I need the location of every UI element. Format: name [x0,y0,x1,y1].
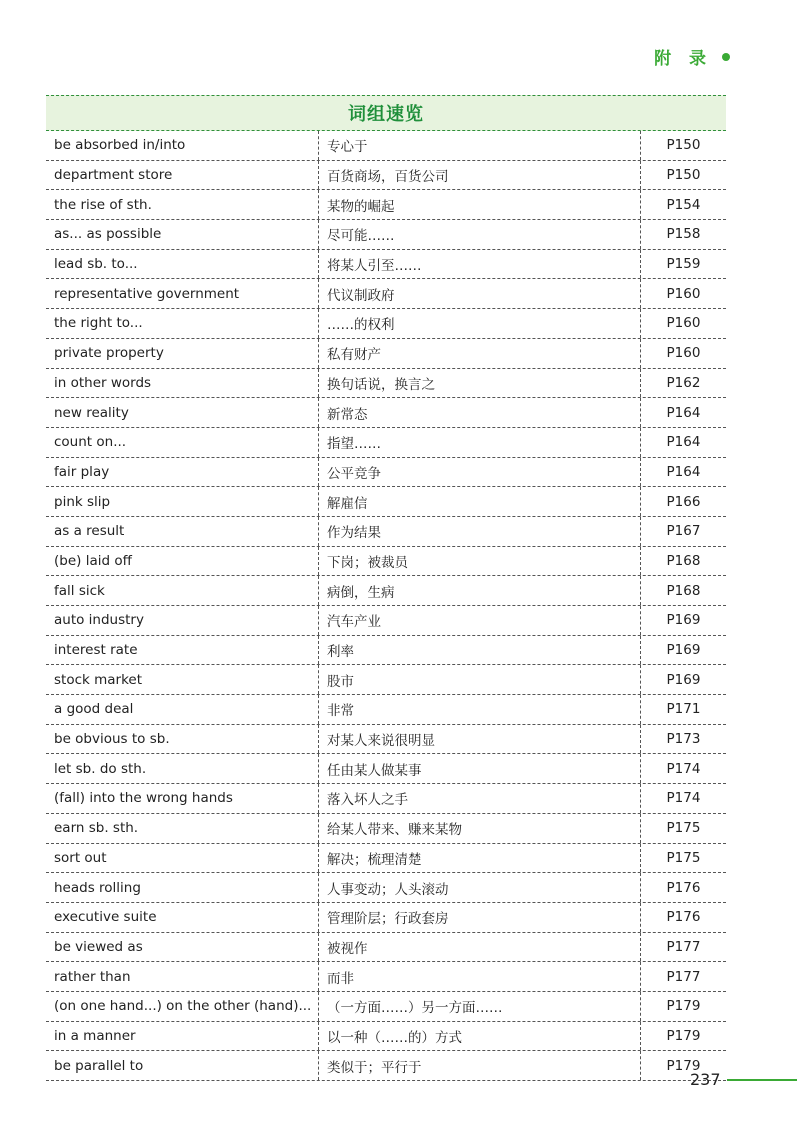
table-row [46,369,726,399]
phrase-table [46,95,726,1081]
page-reference: P179 [640,1051,726,1080]
table-row [46,547,726,577]
phrase-chinese: 类似于；平行于 [318,1051,640,1080]
table-row [46,873,726,903]
phrase-chinese: 落入坏人之手 [318,784,640,813]
phrase-english: pink slip [54,493,111,510]
phrase-english: as a result [54,523,125,540]
phrase-chinese: 解决；梳理清楚 [318,844,640,873]
table-row [46,606,726,636]
table-row [46,903,726,933]
table-row [46,636,726,666]
phrase-chinese: 指望…… [318,428,640,457]
phrase-chinese: 私有财产 [318,339,640,368]
page-reference: P176 [640,903,726,932]
phrase-english: heads rolling [54,879,141,896]
section-header [654,44,730,69]
page-reference: P162 [640,369,726,398]
table-row [46,190,726,220]
page-reference: P169 [640,636,726,665]
phrase-chinese: 非常 [318,695,640,724]
phrase-english: (on one hand...) on the other (hand)... [54,998,312,1015]
table-row [46,220,726,250]
page-number: 237 [690,1070,721,1089]
phrase-chinese: 任由某人做某事 [318,754,640,783]
table-row [46,309,726,339]
phrase-chinese: 被视作 [318,933,640,962]
phrase-chinese: 换句话说，换言之 [318,369,640,398]
phrase-chinese: 某物的崛起 [318,190,640,219]
page-reference: P164 [640,428,726,457]
phrase-english: rather than [54,968,131,985]
footer-rule [727,1079,797,1081]
page-reference: P159 [640,250,726,279]
page-reference: P175 [640,814,726,843]
phrase-english: as... as possible [54,226,162,243]
phrase-chinese: 利率 [318,636,640,665]
phrase-english: sort out [54,849,107,866]
table-row [46,665,726,695]
phrase-english: department store [54,167,173,184]
page-reference: P160 [640,309,726,338]
page-reference: P164 [640,458,726,487]
phrase-english: be viewed as [54,938,143,955]
table-row [46,339,726,369]
phrase-chinese: 股市 [318,665,640,694]
page-reference: P169 [640,665,726,694]
phrase-english: representative government [54,285,240,302]
table-body [46,131,726,1081]
phrase-chinese: 将某人引至…… [318,250,640,279]
table-row [46,279,726,309]
phrase-english: fair play [54,463,110,480]
table-row [46,487,726,517]
table-row [46,428,726,458]
page-reference: P168 [640,547,726,576]
table-row [46,695,726,725]
table-row [46,398,726,428]
page-reference: P164 [640,398,726,427]
table-row [46,784,726,814]
phrase-chinese: 尽可能…… [318,220,640,249]
table-row [46,814,726,844]
phrase-english: let sb. do sth. [54,760,147,777]
page-reference: P174 [640,754,726,783]
phrase-english: new reality [54,404,129,421]
page-footer [690,1070,797,1089]
page-reference: P168 [640,576,726,605]
page-reference: P150 [640,131,726,160]
page-reference: P158 [640,220,726,249]
phrase-english: stock market [54,671,143,688]
phrase-chinese: （一方面……）另一方面…… [318,992,640,1021]
table-row [46,576,726,606]
phrase-english: fall sick [54,582,105,599]
page-reference: P160 [640,279,726,308]
table-row [46,962,726,992]
page-reference: P175 [640,844,726,873]
phrase-english: be parallel to [54,1057,144,1074]
page-reference: P167 [640,517,726,546]
page-reference: P176 [640,873,726,902]
page-reference: P177 [640,962,726,991]
section-title: 附 录 [654,49,712,69]
table-row [46,933,726,963]
phrase-chinese: 下岗；被裁员 [318,547,640,576]
page-reference: P166 [640,487,726,516]
phrase-chinese: 汽车产业 [318,606,640,635]
table-row [46,458,726,488]
phrase-english: lead sb. to... [54,256,138,273]
phrase-english: the right to... [54,315,143,332]
phrase-chinese: 人事变动；人头滚动 [318,873,640,902]
table-row [46,725,726,755]
page-reference: P174 [640,784,726,813]
bullet-dot-icon [722,53,730,61]
phrase-english: executive suite [54,909,157,926]
table-row [46,250,726,280]
phrase-chinese: 病倒，生病 [318,576,640,605]
phrase-chinese: ……的权利 [318,309,640,338]
table-row [46,844,726,874]
phrase-english: count on... [54,434,127,451]
phrase-english: auto industry [54,612,144,629]
page-reference: P173 [640,725,726,754]
phrase-chinese: 以一种（……的）方式 [318,1022,640,1051]
page-reference: P169 [640,606,726,635]
phrase-chinese: 解雇信 [318,487,640,516]
phrase-chinese: 专心于 [318,131,640,160]
page-reference: P160 [640,339,726,368]
phrase-english: a good deal [54,701,134,718]
phrase-english: earn sb. sth. [54,820,139,837]
table-row [46,1022,726,1052]
table-row [46,517,726,547]
phrase-chinese: 新常态 [318,398,640,427]
phrase-english: (be) laid off [54,552,132,569]
phrase-english: the rise of sth. [54,196,152,213]
page-reference: P179 [640,992,726,1021]
page-reference: P177 [640,933,726,962]
table-row [46,992,726,1022]
phrase-chinese: 而非 [318,962,640,991]
page-reference: P154 [640,190,726,219]
table-row [46,754,726,784]
phrase-chinese: 代议制政府 [318,279,640,308]
table-row [46,1051,726,1081]
table-row [46,161,726,191]
phrase-english: private property [54,345,164,362]
phrase-english: interest rate [54,642,138,659]
table-row [46,131,726,161]
page-reference: P171 [640,695,726,724]
phrase-chinese: 管理阶层；行政套房 [318,903,640,932]
page-reference: P150 [640,161,726,190]
table-title: 词组速览 [46,95,726,131]
phrase-english: be absorbed in/into [54,137,186,154]
phrase-english: in a manner [54,1027,136,1044]
phrase-chinese: 作为结果 [318,517,640,546]
phrase-chinese: 给某人带来、赚来某物 [318,814,640,843]
phrase-chinese: 对某人来说很明显 [318,725,640,754]
phrase-english: be obvious to sb. [54,731,170,748]
phrase-chinese: 百货商场，百货公司 [318,161,640,190]
phrase-english: (fall) into the wrong hands [54,790,233,807]
phrase-english: in other words [54,374,152,391]
page-reference: P179 [640,1022,726,1051]
phrase-chinese: 公平竞争 [318,458,640,487]
